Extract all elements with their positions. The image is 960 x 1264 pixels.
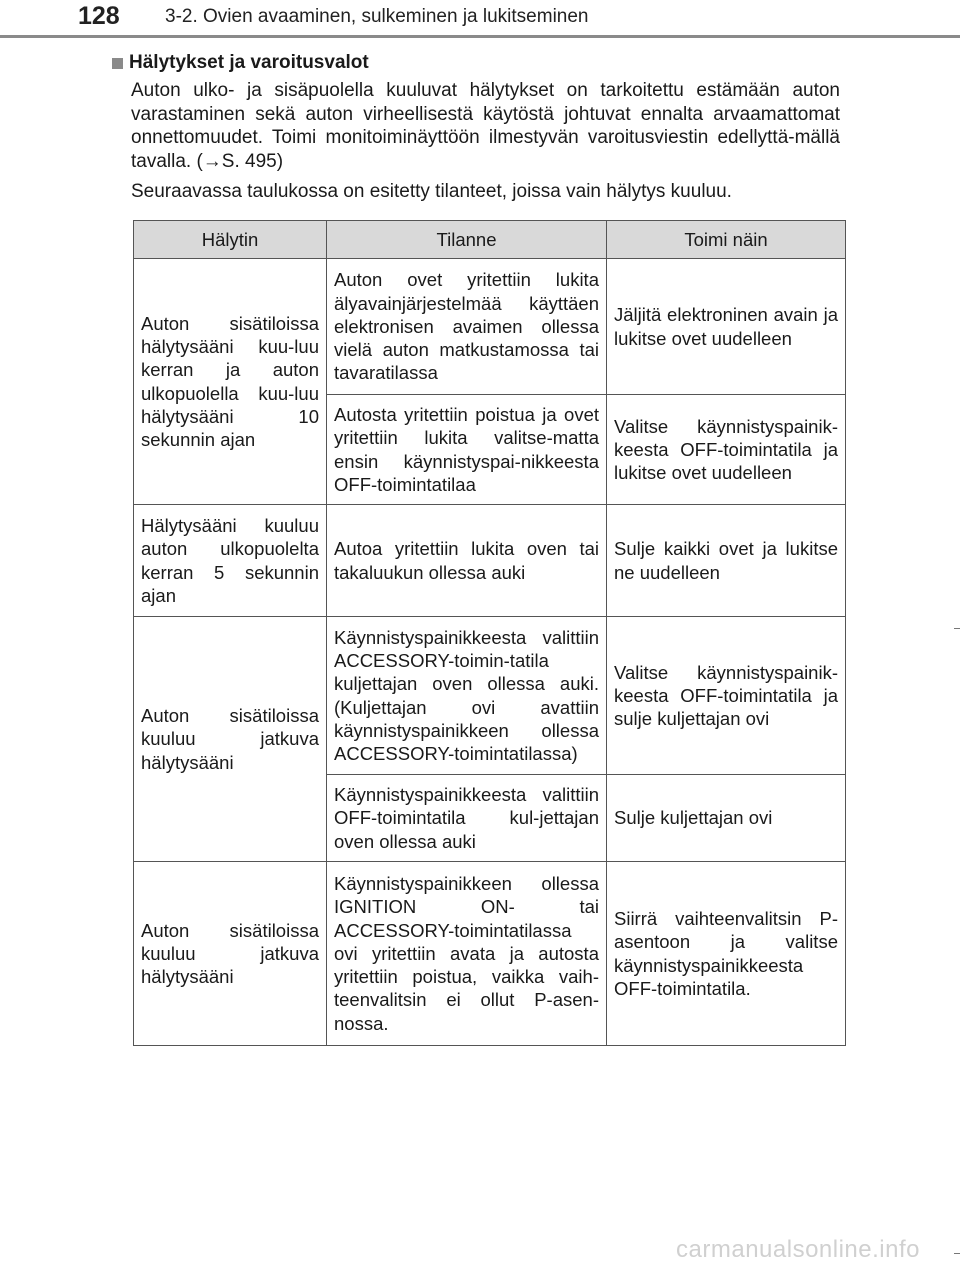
situation-cell: Auton ovet yritettiin lukita älyavainjärjestelmää käyttäen elektronisen avaimen ollessa vielä auton matkustamossa tai tavaratilassa bbox=[327, 259, 607, 395]
alarm-cell: Auton sisätiloissa kuuluu jatkuva hälytysääni bbox=[134, 862, 327, 1046]
action-cell: Valitse käynnistyspainik-keesta OFF-toimintatila ja lukitse ovet uudelleen bbox=[607, 395, 846, 505]
section-heading-text: Hälytykset ja varoitusvalot bbox=[129, 52, 369, 73]
alarm-cell: Auton sisätiloissa hälytysääni kuu-luu kerran ja auton ulkopuolella kuu-luu hälytysääni 10 sekunnin ajan bbox=[134, 259, 327, 505]
table-row bbox=[134, 259, 846, 395]
action-cell: Sulje kuljettajan ovi bbox=[607, 775, 846, 862]
alarm-cell: Auton sisätiloissa kuuluu jatkuva hälytysääni bbox=[134, 617, 327, 862]
table-row bbox=[134, 505, 846, 617]
margin-tick bbox=[954, 628, 960, 629]
square-bullet-icon bbox=[112, 58, 123, 69]
situation-cell: Käynnistyspainikkeen ollessa IGNITION ON- tai ACCESSORY-toimintatilassa ovi yritettiin avata ja autosta yritettiin poistua, vaikka vaih-teenvalitsin ei ollut P-asen-nossa. bbox=[327, 862, 607, 1046]
situation-cell: Autoa yritettiin lukita oven tai takaluukun ollessa auki bbox=[327, 505, 607, 617]
watermark: carmanualsonline.info bbox=[676, 1236, 920, 1263]
header-cell-situation: Tilanne bbox=[327, 221, 607, 259]
action-cell: Valitse käynnistyspainik-keesta OFF-toimintatila ja sulje kuljettajan ovi bbox=[607, 617, 846, 775]
action-cell: Siirrä vaihteenvalitsin P-asentoon ja valitse käynnistyspainikkeesta OFF-toimintatila. bbox=[607, 862, 846, 1046]
alarm-cell: Hälytysääni kuuluu auton ulkopuolelta kerran 5 sekunnin ajan bbox=[134, 505, 327, 617]
header-divider bbox=[0, 35, 960, 38]
header-cell-alarm: Hälytin bbox=[134, 221, 327, 259]
chapter-title: 3-2. Ovien avaaminen, sulkeminen ja lukitseminen bbox=[165, 6, 589, 27]
table-header-row bbox=[134, 221, 846, 259]
action-cell: Sulje kaikki ovet ja lukitse ne uudelleen bbox=[607, 505, 846, 617]
intro-paragraph: Auton ulko- ja sisäpuolella kuuluvat hälytykset on tarkoitettu estämään auton varastaminen sekä auton virheellisestä käytöstä johtuvat ennalta arvaamattomat onnettomuudet. Toimi monitoiminäyttöön ilmestyvän varoitusviestin edellyttä-mällä tavalla. (→S. 495) bbox=[131, 80, 840, 172]
table-row bbox=[134, 862, 846, 1046]
page-number: 128 bbox=[78, 2, 120, 30]
header-cell-action: Toimi näin bbox=[607, 221, 846, 259]
situation-cell: Käynnistyspainikkeesta valittiin ACCESSORY-toimin-tatila kuljettajan oven ollessa auki. (Kuljettajan ovi avattiin käynnistyspainikkeen ollessa ACCESSORY-toimintatilassa) bbox=[327, 617, 607, 775]
section-heading bbox=[112, 52, 369, 74]
action-cell: Jäljitä elektroninen avain ja lukitse ovet uudelleen bbox=[607, 259, 846, 395]
table-intro-paragraph: Seuraavassa taulukossa on esitetty tilanteet, joissa vain hälytys kuuluu. bbox=[131, 181, 732, 202]
situation-cell: Autosta yritettiin poistua ja ovet yritettiin lukita valitse-matta ensin käynnistyspai-nikkeesta OFF-toimintatilaa bbox=[327, 395, 607, 505]
margin-tick bbox=[954, 1253, 960, 1254]
situation-cell: Käynnistyspainikkeesta valittiin OFF-toimintatila kul-jettajan oven ollessa auki bbox=[327, 775, 607, 862]
table-row bbox=[134, 617, 846, 775]
alarm-table bbox=[133, 220, 846, 1046]
